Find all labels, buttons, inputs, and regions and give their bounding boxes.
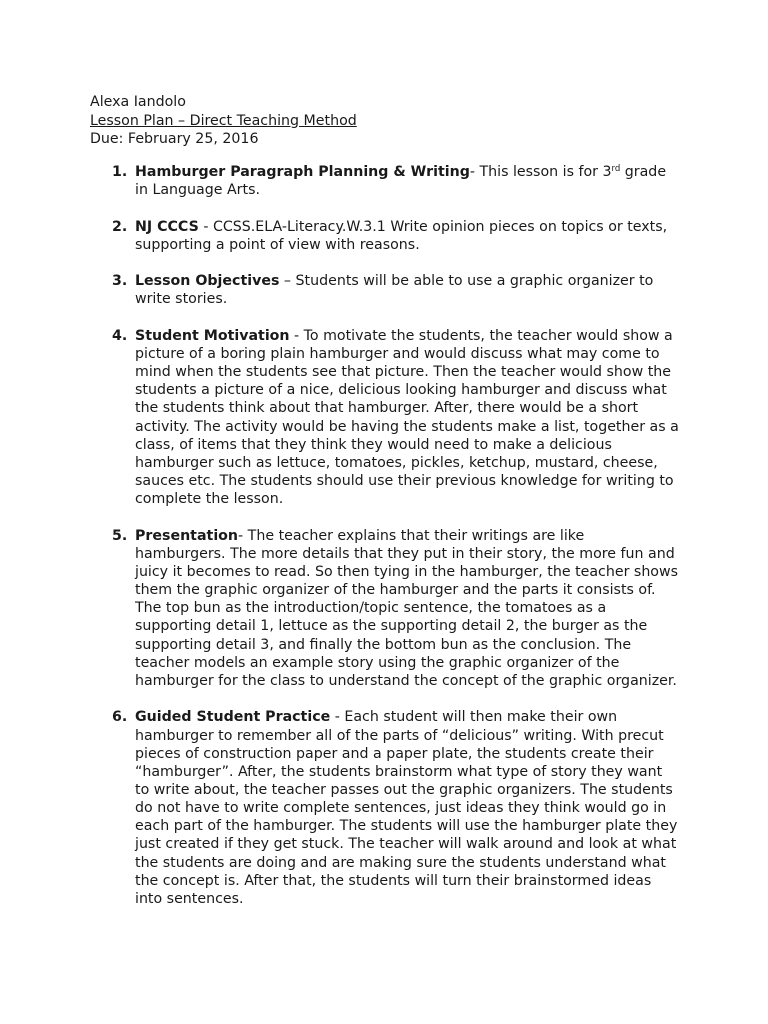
item-text: - The teacher explains that their writings are like hamburgers. The more details that they put in their story, the more fun and juicy it becomes to read. So then tying in the hamburger, the teacher shows them the graphic organizer of the hamburger and the parts it consists of. The top bun as the introduction/topic sentence, the tomatoes as a supporting detail 1, lettuce as the supporting detail 2, the burger as the supporting detail 3, and finally the bottom bun as the conclusion. The teacher models an example story using the graphic organizer of the hamburger for the class to understand the concept of the graphic organizer.: [135, 527, 678, 689]
item-title: NJ CCCS: [135, 218, 199, 235]
item-number: 3.: [112, 273, 128, 290]
lesson-plan-title: Lesson Plan – Direct Teaching Method: [90, 112, 357, 129]
list-item-presentation: [0, 527, 679, 690]
item-number: 4.: [112, 327, 128, 344]
list-item-guided-practice: [0, 708, 679, 908]
list-item-objectives: [0, 272, 679, 308]
item-title: Hamburger Paragraph Planning & Writing: [135, 164, 470, 180]
item-number: 2.: [112, 218, 128, 235]
author-name: Alexa Iandolo: [90, 94, 186, 110]
item-text: - CCSS.ELA-Literacy.W.3.1 Write opinion pieces on topics or texts, supporting a point of view with reasons.: [135, 218, 668, 253]
due-date: Due: February 25, 2016: [90, 131, 259, 147]
item-number: 6.: [112, 709, 128, 726]
lesson-plan-list: [0, 163, 768, 926]
list-item-standards: [0, 218, 679, 254]
item-title: Guided Student Practice: [135, 709, 331, 726]
list-item-motivation: [0, 327, 679, 509]
item-text-continued: grade in Language Arts.: [135, 164, 667, 199]
list-item-grade-level: [0, 163, 679, 199]
item-text: – Students will be able to use a graphic organizer to write stories.: [135, 273, 654, 308]
document-header: [90, 93, 357, 149]
item-title: Lesson Objectives: [135, 273, 280, 290]
item-title: Presentation: [135, 527, 239, 544]
item-text: - Each student will then make their own hamburger to remember all of the parts of “delicious” writing. With precut pieces of construction paper and a paper plate, the students create their “hamburger”. After, the students brainstorm what type of story they want to write about, the teacher passes out the graphic organizers. The students do not have to write complete sentences, just ideas they think would go in each part of the hamburger. The students will use the hamburger plate they just created if they get stuck. The teacher will walk around and look at what the students are doing and are making sure the students understand what the concept is. After that, the students will turn their brainstormed ideas into sentences.: [135, 709, 678, 907]
ordinal-superscript: rd: [611, 164, 621, 174]
item-text: - This lesson is for 3: [469, 164, 612, 180]
item-number: 5.: [112, 527, 128, 544]
item-title: Student Motivation: [135, 327, 290, 344]
item-text: - To motivate the students, the teacher would show a picture of a boring plain hamburger and would discuss what may come to mind when the students see that picture. Then the teacher would show the students a picture of a nice, delicious looking hamburger and discuss what the students think about that hamburger. After, there would be a short activity. The activity would be having the students make a list, together as a class, of items that they think they would need to make a delicious hamburger such as lettuce, tomatoes, pickles, ketchup, mustard, cheese, sauces etc. The students should use their previous knowledge for writing to complete the lesson.: [135, 327, 679, 508]
item-number: 1.: [112, 164, 128, 180]
